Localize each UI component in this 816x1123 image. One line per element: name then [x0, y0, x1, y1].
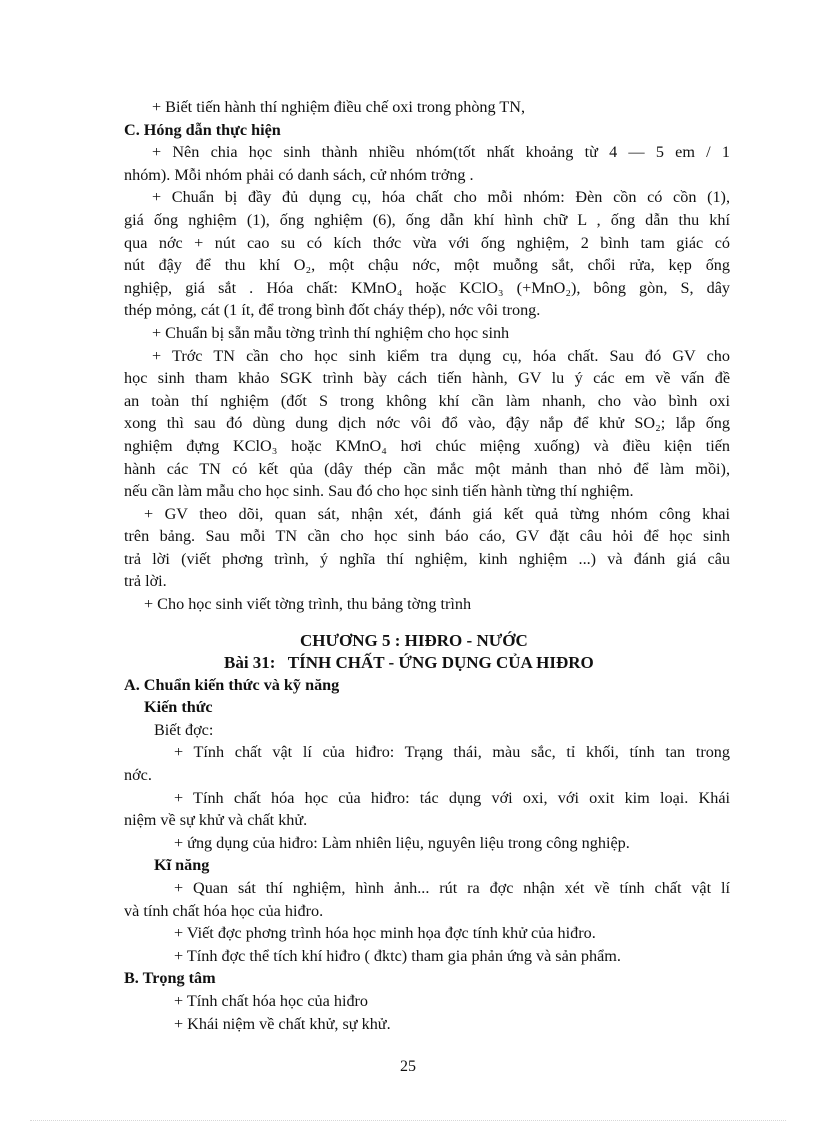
text-line: niệm về sự khử và chất khử.: [124, 811, 308, 830]
text-line: học sinh tham khảo SGK trình bày cách tiến hành, GV lu ý các em về vấn đề: [124, 369, 730, 388]
text-line: + Viết đợc phơng trình hóa học minh họa đợc tính khử của hiđro.: [174, 924, 596, 943]
page-body: [124, 96, 730, 1035]
text-line: + Tính đợc thể tích khí hiđro ( đktc) tham gia phản ứng và sản phẩm.: [174, 946, 621, 965]
text-line: nhóm). Mỗi nhóm phải có danh sách, cử nhóm trởng .: [124, 165, 474, 184]
subheading-knowledge: Kiến thức: [144, 698, 213, 717]
text-line: + GV theo dõi, quan sát, nhận xét, đánh giá kết quả từng nhóm công khai: [144, 504, 730, 523]
page-bottom-divider: [30, 1120, 786, 1121]
text-line: nếu cần làm mẫu cho học sinh. Sau đó cho học sinh tiến hành từng thí nghiệm.: [124, 482, 634, 501]
text-line: nghiệp, giá sắt . Hóa chất: KMnO₄ hoặc KClO₃ (+MnO₂), bông gòn, S, dây: [124, 278, 730, 297]
section-heading-c: C. Hóng dẫn thực hiện: [124, 120, 281, 139]
text-line: nút đậy để thu khí O₂, một chậu nớc, một muỗng sắt, chổi rửa, kẹp ống: [124, 256, 730, 275]
lesson-number: Bài 31:: [224, 652, 276, 672]
text-line: + Tính chất hóa học của hiđro: tác dụng với oxi, với oxit kim loại. Khái: [174, 788, 730, 807]
text-line: + Trớc TN cần cho học sinh kiểm tra dụng cụ, hóa chất. Sau đó GV cho: [152, 346, 730, 365]
text-line: thép mỏng, cát (1 ít, để trong bình đốt cháy thép), nớc vôi trong.: [124, 301, 541, 320]
text-line: trả lời (viết phơng trình, ý nghĩa thí nghiệm, kinh nghiệm ...) và đánh giá câu: [124, 549, 730, 568]
text-line: + Cho học sinh viết tờng trình, thu bảng tờng trình: [144, 595, 472, 614]
lesson-heading: [124, 652, 730, 674]
section-heading-b: B. Trọng tâm: [124, 969, 216, 988]
text-line: an toàn thí nghiệm (đốt S trong không khí cần làm nhanh, cho vào bình oxi: [124, 391, 730, 410]
lesson-title: TÍNH CHẤT - ỨNG DỤNG CỦA HIĐRO: [287, 652, 594, 672]
text-line: + Khái niệm về chất khử, sự khử.: [174, 1014, 391, 1033]
text-line: nghiệm đựng KClO₃ hoặc KMnO₄ hơi chúc miệng xuống) và điều kiện tiến: [124, 436, 730, 455]
text-line: giá ống nghiệm (1), ống nghiệm (6), ống dẫn khí hình chữ L , ống dẫn thu khí: [124, 210, 730, 229]
text-line: + ứng dụng của hiđro: Làm nhiên liệu, nguyên liệu trong công nghiệp.: [174, 833, 630, 852]
subheading-skills: Kĩ năng: [154, 856, 210, 875]
text-line: trên bảng. Sau mỗi TN cần cho học sinh báo cáo, GV đặt câu hỏi để học sinh: [124, 527, 730, 546]
text-line: + Tính chất vật lí của hiđro: Trạng thái, màu sắc, tỉ khối, tính tan trong: [174, 743, 730, 762]
section-heading-a: A. Chuẩn kiến thức và kỹ năng: [124, 675, 340, 694]
text-line: + Biết tiến hành thí nghiệm điều chế oxi trong phòng TN,: [152, 98, 525, 116]
text-line: + Quan sát thí nghiệm, hình ảnh... rút ra đợc nhận xét về tính chất vật lí: [174, 879, 730, 897]
text-line: Biết đợc:: [154, 720, 214, 739]
text-line: qua nớc + nút cao su có kích thớc vừa với ống nghiệm, 2 bình tam giác có: [124, 233, 730, 252]
text-line: xong thì sau đó dùng dung dịch nớc vôi đổ vào, đậy nắp để khử SO₂; lắp ống: [124, 414, 730, 433]
text-line: nớc.: [124, 766, 152, 785]
text-line: hành các TN có kết qủa (dây thép cần mắc một mảnh than nhỏ để làm mồi),: [124, 459, 730, 478]
text-line: + Tính chất hóa học của hiđro: [174, 991, 369, 1010]
text-line: + Chuẩn bị đầy đủ dụng cụ, hóa chất cho mỗi nhóm: Đèn cồn có cồn (1),: [152, 188, 730, 207]
text-line: + Chuẩn bị sẵn mẫu tờng trình thí nghiệm cho học sinh: [152, 323, 510, 342]
text-line: và tính chất hóa học của hiđro.: [124, 901, 324, 920]
text-line: trả lời.: [124, 572, 167, 591]
chapter-title: CHƯƠNG 5 : HIĐRO - NƯỚC: [300, 630, 528, 650]
page-number: 25: [400, 1058, 416, 1075]
text-line: + Nên chia học sinh thành nhiều nhóm(tốt nhất khoảng từ 4 — 5 em / 1: [152, 143, 730, 162]
